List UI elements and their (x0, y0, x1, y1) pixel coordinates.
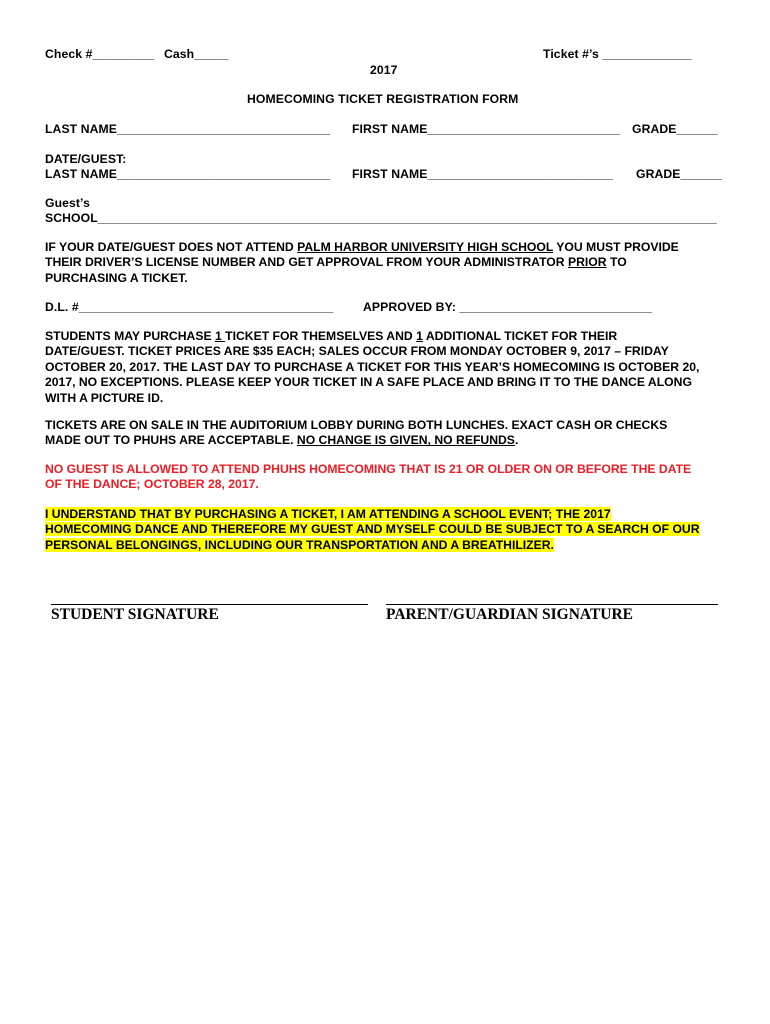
student-grade-field: GRADE______ (632, 122, 718, 136)
drivers-license-field: D.L. #_____________________________________ (45, 300, 334, 314)
parent-signature-line (386, 604, 718, 605)
student-last-name-field: LAST NAME_______________________________ (45, 122, 331, 136)
guest-first-name-field: FIRST NAME___________________________ (352, 167, 614, 181)
prior-underlined: PRIOR (567, 255, 607, 270)
approved-by-field: APPROVED BY: ____________________________ (363, 300, 653, 314)
check-number-field: Check #_________ (45, 47, 155, 61)
purchase-info-paragraph: STUDENTS MAY PURCHASE 1 TICKET FOR THEMSELVES AND 1 ADDITIONAL TICKET FOR THEIR DATE/GUEST. TICKET PRICES ARE $35 EACH; SALES OCCUR FROM MONDAY OCTOBER 9, 2017 – FRIDAY OCTOBER 20, 2017. THE LAST DAY TO PURCHASE A TICKET FOR THIS YEAR’S HOMECOMING IS OCTOBER 20, 2017, NO EXCEPTIONS. PLEASE KEEP YOUR TICKET IN A SAFE PLACE AND BRING IT TO THE DANCE ALONG WITH A PICTURE ID. (45, 329, 700, 405)
student-signature-line (51, 604, 368, 605)
parent-signature-label: PARENT/GUARDIAN SIGNATURE (386, 606, 634, 623)
guest-school-field: SCHOOL__________________________________________________________________________________________ (45, 211, 717, 225)
no-refunds-underlined: NO CHANGE IS GIVEN, NO REFUNDS (296, 433, 515, 448)
school-name-underlined: PALM HARBOR UNIVERSITY HIGH SCHOOL (297, 240, 554, 254)
form-title: HOMECOMING TICKET REGISTRATION FORM (247, 92, 519, 106)
ticket-numbers-field: Ticket #’s _____________ (543, 47, 692, 61)
guest-grade-field: GRADE______ (636, 167, 722, 181)
form-year: 2017 (370, 63, 398, 77)
date-guest-label: DATE/GUEST: (45, 152, 127, 166)
sales-info-paragraph: TICKETS ARE ON SALE IN THE AUDITORIUM LOBBY DURING BOTH LUNCHES. EXACT CASH OR CHECKS MADE OUT TO PHUHS ARE ACCEPTABLE. NO CHANGE IS GIVEN, NO REFUNDS. (45, 418, 668, 448)
guests-label: Guest’s (45, 196, 90, 210)
student-first-name-field: FIRST NAME____________________________ (352, 122, 621, 136)
guest-last-name-field: LAST NAME_______________________________ (45, 167, 331, 181)
search-consent-paragraph: I UNDERSTAND THAT BY PURCHASING A TICKET, I AM ATTENDING A SCHOOL EVENT; THE 2017 HOMECOMING DANCE AND THEREFORE MY GUEST AND MYSELF COULD BE SUBJECT TO A SEARCH OF OUR PERSONAL BELONGINGS, INCLUDING OUR TRANSPORTATION AND A BREATHILIZER. (45, 507, 700, 552)
cash-field: Cash_____ (164, 47, 229, 61)
license-requirement-paragraph: IF YOUR DATE/GUEST DOES NOT ATTEND PALM HARBOR UNIVERSITY HIGH SCHOOL YOU MUST PROVIDE THEIR DRIVER’S LICENSE NUMBER AND GET APPROVAL FROM YOUR ADMINISTRATOR PRIOR TO PURCHASING A TICKET. (45, 240, 679, 285)
age-restriction-paragraph: NO GUEST IS ALLOWED TO ATTEND PHUHS HOMECOMING THAT IS 21 OR OLDER ON OR BEFORE THE DATE OF THE DANCE; OCTOBER 28, 2017. (45, 462, 692, 492)
student-signature-label: STUDENT SIGNATURE (51, 606, 219, 623)
